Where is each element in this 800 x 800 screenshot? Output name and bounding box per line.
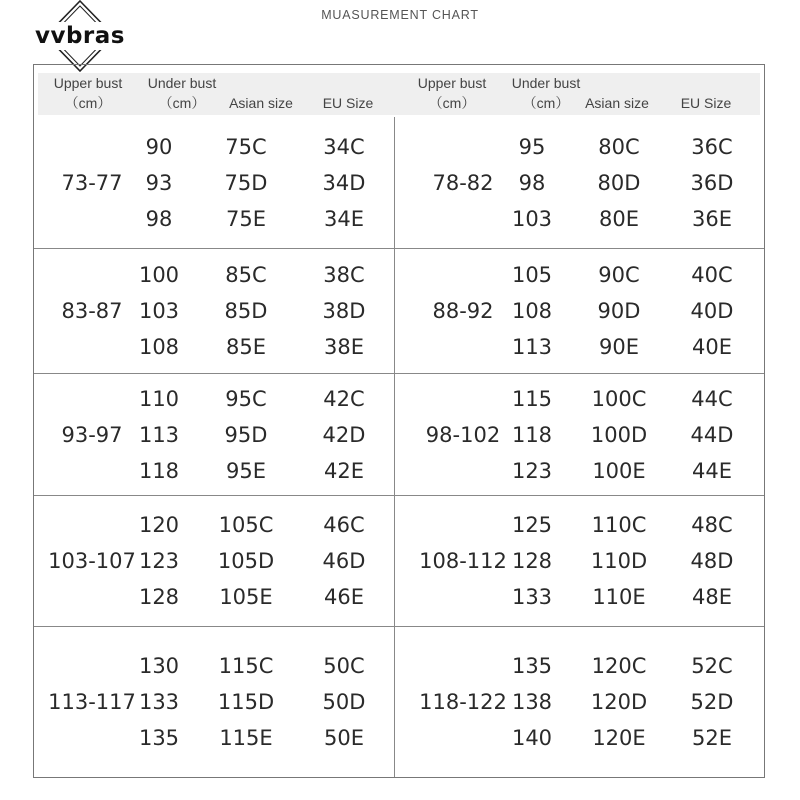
eu-size-value: 36C: [691, 134, 733, 159]
eu-size-value: 42D: [322, 422, 366, 447]
header-eu-size-right: EU Size: [680, 95, 732, 111]
size-chart-table: [33, 64, 765, 778]
header-under-bust-right: Under bust （cm）: [511, 75, 581, 111]
under-bust-value: 113: [138, 422, 180, 447]
row-divider: [34, 373, 764, 374]
asian-size-value: 90C: [598, 263, 640, 287]
under-bust-value: 138: [511, 690, 553, 714]
eu-size-value: 40E: [692, 335, 732, 359]
asian-size-value: 100E: [592, 458, 646, 483]
header-upper-bust: Upper bust （cm）: [53, 75, 123, 111]
eu-size-value: 52D: [690, 690, 734, 714]
brand-logo-text: vvbras: [30, 22, 130, 50]
asian-size-value: 80D: [597, 170, 641, 195]
under-bust-value: 95: [518, 134, 546, 159]
asian-size-value: 105D: [217, 549, 275, 573]
under-bust-value: 108: [511, 299, 553, 323]
upper-bust-range: 73-77: [61, 170, 123, 195]
eu-size-value: 44E: [692, 458, 732, 483]
under-bust-value: 128: [511, 549, 553, 573]
asian-size-value: 75D: [224, 170, 268, 195]
asian-size-value: 100C: [591, 386, 647, 411]
upper-bust-range: 103-107: [48, 549, 136, 573]
asian-size-value: 100D: [590, 422, 648, 447]
under-bust-value: 118: [138, 458, 180, 483]
center-divider: [394, 117, 395, 777]
asian-size-value: 115D: [217, 690, 275, 714]
asian-size-value: 95D: [224, 422, 268, 447]
asian-size-value: 90E: [599, 335, 639, 359]
row-divider: [34, 248, 764, 249]
under-bust-value: 113: [511, 335, 553, 359]
eu-size-value: 50C: [323, 654, 365, 678]
eu-size-value: 38C: [323, 263, 365, 287]
header-eu-size: EU Size: [322, 95, 374, 111]
asian-size-value: 85C: [225, 263, 267, 287]
asian-size-value: 85E: [226, 335, 266, 359]
eu-size-value: 40D: [690, 299, 734, 323]
under-bust-value: 103: [138, 299, 180, 323]
eu-size-value: 36E: [692, 206, 732, 231]
asian-size-value: 95E: [226, 458, 266, 483]
asian-size-value: 75C: [225, 134, 267, 159]
under-bust-value: 115: [511, 386, 553, 411]
eu-size-value: 44C: [691, 386, 733, 411]
under-bust-value: 100: [138, 263, 180, 287]
page-title: MUASUREMENT CHART: [321, 8, 479, 22]
under-bust-value: 130: [138, 654, 180, 678]
under-bust-value: 128: [138, 585, 180, 609]
upper-bust-range: 108-112: [419, 549, 507, 573]
asian-size-value: 120D: [590, 690, 648, 714]
eu-size-value: 42E: [324, 458, 364, 483]
eu-size-value: 50D: [322, 690, 366, 714]
asian-size-value: 120C: [591, 654, 647, 678]
upper-bust-range: 113-117: [48, 690, 136, 714]
upper-bust-range: 83-87: [61, 299, 123, 323]
eu-size-value: 38E: [324, 335, 364, 359]
upper-bust-range: 118-122: [419, 690, 507, 714]
row-divider: [34, 626, 764, 627]
asian-size-value: 110C: [591, 513, 647, 537]
under-bust-value: 133: [511, 585, 553, 609]
asian-size-value: 75E: [226, 206, 266, 231]
asian-size-value: 110D: [590, 549, 648, 573]
asian-size-value: 85D: [224, 299, 268, 323]
asian-size-value: 110E: [592, 585, 646, 609]
under-bust-value: 118: [511, 422, 553, 447]
under-bust-value: 123: [138, 549, 180, 573]
eu-size-value: 46E: [324, 585, 364, 609]
asian-size-value: 90D: [597, 299, 641, 323]
under-bust-value: 103: [511, 206, 553, 231]
eu-size-value: 48C: [691, 513, 733, 537]
under-bust-value: 125: [511, 513, 553, 537]
upper-bust-range: 78-82: [432, 170, 494, 195]
under-bust-value: 108: [138, 335, 180, 359]
eu-size-value: 34C: [323, 134, 365, 159]
under-bust-value: 135: [138, 726, 180, 750]
under-bust-value: 135: [511, 654, 553, 678]
eu-size-value: 34E: [324, 206, 364, 231]
under-bust-value: 140: [511, 726, 553, 750]
under-bust-value: 133: [138, 690, 180, 714]
asian-size-value: 105C: [218, 513, 274, 537]
eu-size-value: 40C: [691, 263, 733, 287]
asian-size-value: 120E: [592, 726, 646, 750]
upper-bust-range: 88-92: [432, 299, 494, 323]
eu-size-value: 46C: [323, 513, 365, 537]
upper-bust-range: 93-97: [61, 422, 123, 447]
eu-size-value: 38D: [322, 299, 366, 323]
header-under-bust: Under bust （cm）: [147, 75, 217, 111]
eu-size-value: 44D: [690, 422, 734, 447]
asian-size-value: 115C: [218, 654, 274, 678]
under-bust-value: 110: [138, 386, 180, 411]
eu-size-value: 48D: [690, 549, 734, 573]
row-divider: [34, 495, 764, 496]
under-bust-value: 93: [145, 170, 173, 195]
under-bust-value: 98: [145, 206, 173, 231]
asian-size-value: 115E: [219, 726, 273, 750]
asian-size-value: 80E: [599, 206, 639, 231]
upper-bust-range: 98-102: [425, 422, 501, 447]
table-header: [38, 73, 760, 115]
asian-size-value: 80C: [598, 134, 640, 159]
under-bust-value: 98: [518, 170, 546, 195]
eu-size-value: 46D: [322, 549, 366, 573]
eu-size-value: 52C: [691, 654, 733, 678]
under-bust-value: 90: [145, 134, 173, 159]
header-upper-bust-right: Upper bust （cm）: [417, 75, 487, 111]
under-bust-value: 120: [138, 513, 180, 537]
under-bust-value: 105: [511, 263, 553, 287]
eu-size-value: 34D: [322, 170, 366, 195]
asian-size-value: 105E: [219, 585, 273, 609]
asian-size-value: 95C: [225, 386, 267, 411]
header-asian-size-right: Asian size: [585, 95, 649, 111]
eu-size-value: 52E: [692, 726, 732, 750]
eu-size-value: 50E: [324, 726, 364, 750]
eu-size-value: 36D: [690, 170, 734, 195]
eu-size-value: 48E: [692, 585, 732, 609]
under-bust-value: 123: [511, 458, 553, 483]
header-asian-size: Asian size: [229, 95, 293, 111]
eu-size-value: 42C: [323, 386, 365, 411]
